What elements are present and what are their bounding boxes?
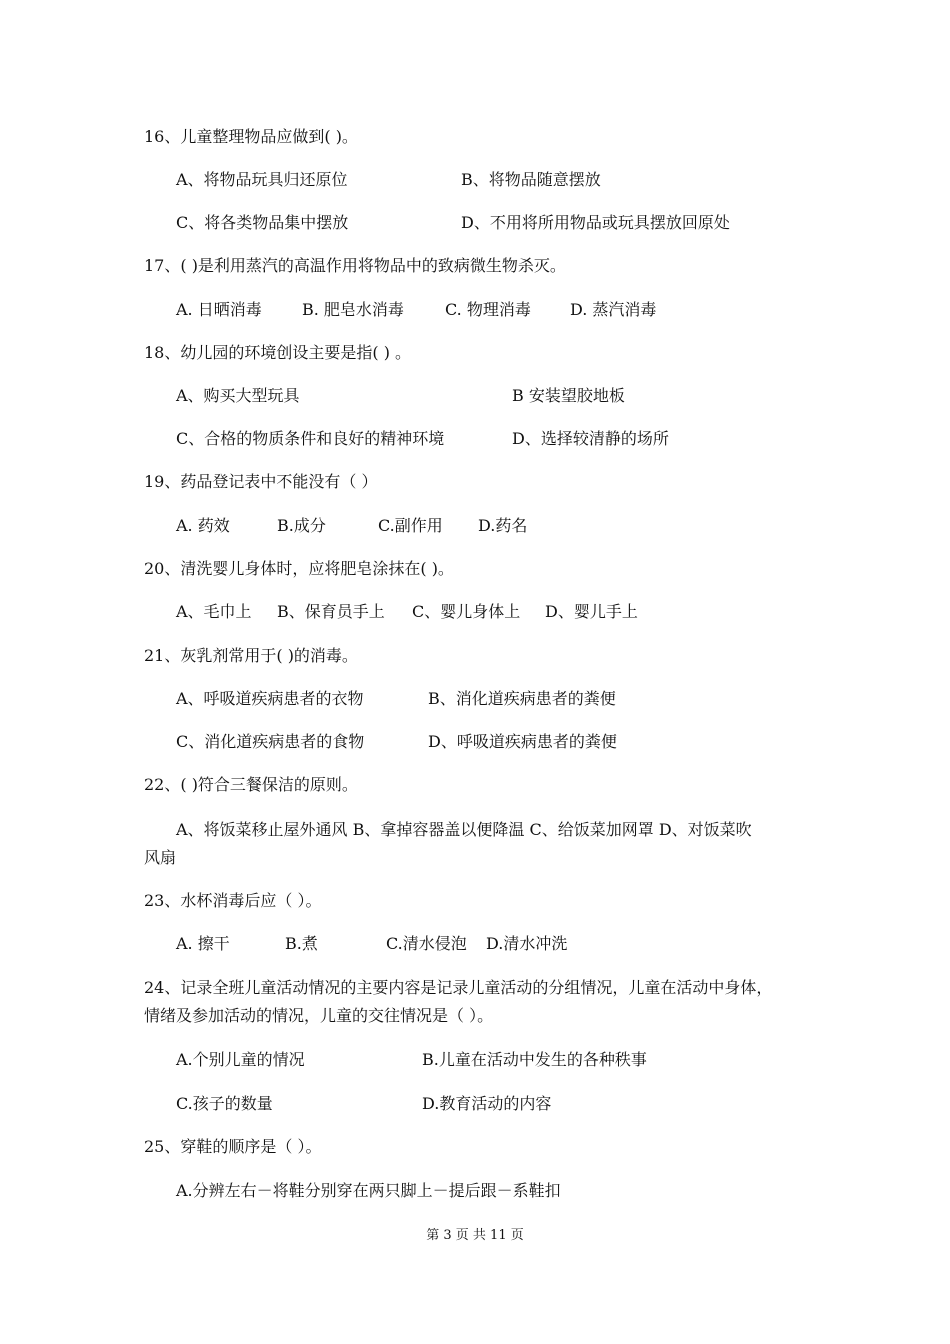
question-23-option-b: B.煮 (285, 934, 318, 953)
question-24-option-c: C.孩子的数量 (176, 1094, 273, 1113)
question-20-option-c: C、婴儿身体上 (412, 602, 521, 621)
question-25-stem: 25、穿鞋的顺序是（ ）。 (144, 1137, 322, 1156)
question-24-stem-line-1: 24、记录全班儿童活动情况的主要内容是记录儿童活动的分组情况，儿童在活动中身体， (144, 978, 773, 997)
question-22-options-line-2: 风扇 (144, 848, 177, 867)
question-24-option-a: A.个别儿童的情况 (176, 1050, 305, 1069)
question-17-option-a: A. 日晒消毒 (176, 300, 262, 319)
question-19-option-a: A. 药效 (176, 516, 230, 535)
question-17-option-c: C. 物理消毒 (445, 300, 531, 319)
question-21-option-b: B、消化道疾病患者的粪便 (428, 689, 616, 708)
question-20-option-b: B、保育员手上 (277, 602, 385, 621)
question-23-option-d: D.清水冲洗 (486, 934, 568, 953)
question-17-stem: 17、( )是利用蒸汽的高温作用将物品中的致病微生物杀灭。 (144, 256, 566, 275)
question-18-option-b: B 安装望胶地板 (512, 386, 625, 405)
question-24-stem-line-2: 情绪及参加活动的情况，儿童的交往情况是（ ）。 (144, 1006, 494, 1025)
question-16-option-d: D、不用将所用物品或玩具摆放回原处 (461, 213, 730, 232)
question-22-stem: 22、( )符合三餐保洁的原则。 (144, 775, 358, 794)
question-21-option-d: D、呼吸道疾病患者的粪便 (428, 732, 617, 751)
question-23-option-a: A. 擦干 (176, 934, 230, 953)
question-16-option-c: C、将各类物品集中摆放 (176, 213, 349, 232)
question-19-option-c: C.副作用 (378, 516, 443, 535)
question-18-option-d: D、选择较清静的场所 (512, 429, 669, 448)
question-19-option-b: B.成分 (277, 516, 326, 535)
question-18-stem: 18、幼儿园的环境创设主要是指( ) 。 (144, 343, 412, 362)
question-21-option-a: A、呼吸道疾病患者的衣物 (176, 689, 364, 708)
question-23-stem: 23、水杯消毒后应（ ）。 (144, 891, 322, 910)
question-17-option-d: D. 蒸汽消毒 (570, 300, 657, 319)
question-20-option-d: D、婴儿手上 (545, 602, 638, 621)
question-24-option-b: B.儿童在活动中发生的各种秩事 (422, 1050, 647, 1069)
question-22-options-line-1: A、将饭菜移止屋外通风 B、拿掉容器盖以便降温 C、给饭菜加网罩 D、对饭菜吹 (176, 820, 752, 839)
question-20-stem: 20、清洗婴儿身体时，应将肥皂涂抹在( )。 (144, 559, 454, 578)
question-16-option-a: A、将物品玩具归还原位 (176, 170, 348, 189)
question-19-stem: 19、药品登记表中不能没有（ ） (144, 472, 378, 491)
question-16-stem: 16、儿童整理物品应做到( )。 (144, 127, 358, 146)
question-18-option-c: C、合格的物质条件和良好的精神环境 (176, 429, 445, 448)
question-25-option-a: A.分辨左右－将鞋分别穿在两只脚上－提后跟－系鞋扣 (176, 1181, 561, 1200)
question-24-option-d: D.教育活动的内容 (422, 1094, 552, 1113)
question-20-option-a: A、毛巾上 (176, 602, 252, 621)
question-19-option-d: D.药名 (478, 516, 528, 535)
question-21-option-c: C、消化道疾病患者的食物 (176, 732, 365, 751)
question-16-option-b: B、将物品随意摆放 (461, 170, 601, 189)
question-17-option-b: B. 肥皂水消毒 (302, 300, 404, 319)
question-23-option-c: C.清水侵泡 (386, 934, 467, 953)
question-18-option-a: A、购买大型玩具 (176, 386, 300, 405)
page-number-footer: 第 3 页 共 11 页 (426, 1228, 524, 1243)
question-21-stem: 21、灰乳剂常用于( )的消毒。 (144, 646, 358, 665)
